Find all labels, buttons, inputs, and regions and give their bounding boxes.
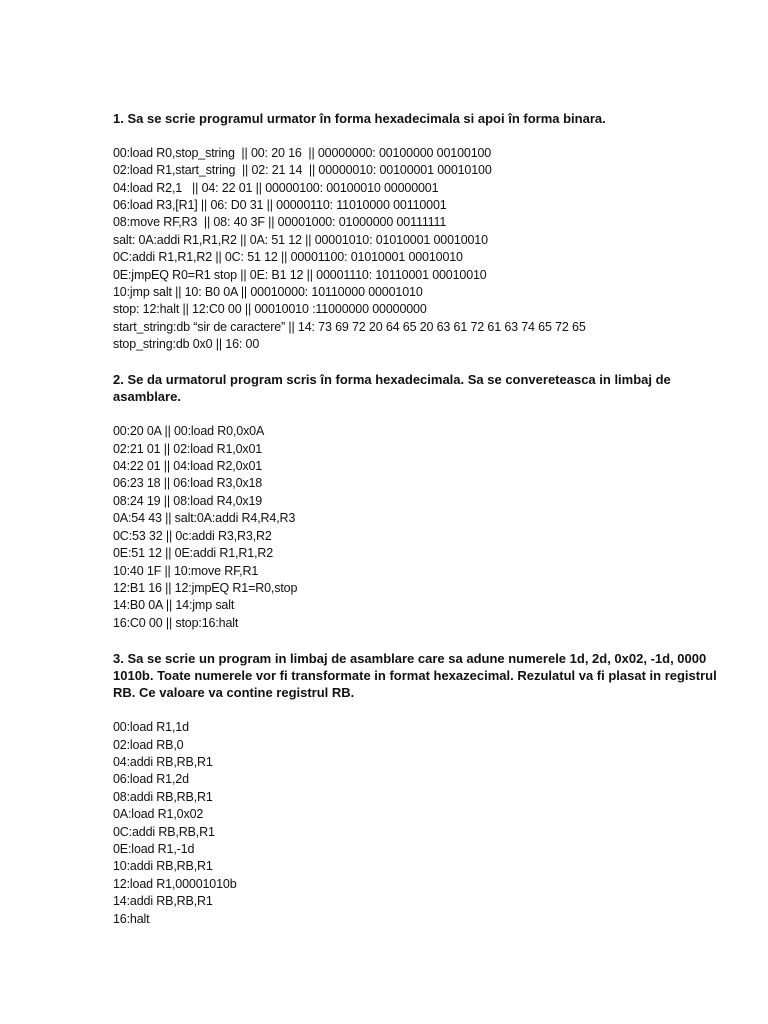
code-line: 0C:53 32 || 0c:addi R3,R3,R2	[113, 528, 272, 543]
section-2	[113, 371, 733, 632]
code-line: 0A:load R1,0x02	[113, 807, 204, 822]
code-line: stop_string:db 0x0 || 16: 00	[113, 337, 260, 352]
code-line: 16:halt	[113, 911, 150, 926]
code-line: 10:40 1F || 10:move RF,R1	[113, 563, 259, 578]
code-line: 12:load R1,00001010b	[113, 876, 237, 891]
code-line: 0C:addi R1,R1,R2 || 0C: 51 12 || 00001100: 01010001 00010010	[113, 250, 463, 265]
code-line: 0E:load R1,-1d	[113, 841, 195, 856]
code-line: salt: 0A:addi R1,R1,R2 || 0A: 51 12 || 00001010: 01010001 00010010	[113, 232, 488, 247]
section-spacer	[113, 632, 733, 649]
code-line: 06:load R1,2d	[113, 772, 189, 787]
section-2-heading: 2. Se da urmatorul program scris în forma hexadecimala. Sa se convereteasca in limbaj de asamblare.	[113, 372, 671, 405]
code-line: 08:move RF,R3 || 08: 40 3F || 00001000: 01000000 00111111	[113, 215, 447, 230]
code-line: 00:20 0A || 00:load R0,0x0A	[113, 424, 265, 439]
section-2-code	[113, 423, 733, 632]
code-line: 16:C0 00 || stop:16:halt	[113, 615, 239, 630]
code-line: stop: 12:halt || 12:C0 00 || 00010010 :11000000 00000000	[113, 302, 427, 317]
code-line: 0C:addi RB,RB,R1	[113, 824, 215, 839]
code-line: 08:addi RB,RB,R1	[113, 789, 213, 804]
code-line: start_string:db “sir de caractere” || 14: 73 69 72 20 64 65 20 63 61 72 61 63 74 65 72 65	[113, 319, 586, 334]
code-line: 00:load R0,stop_string || 00: 20 16 || 00000000: 00100000 00100100	[113, 145, 492, 160]
section-1-code	[113, 145, 733, 354]
section-spacer	[113, 354, 733, 371]
code-line: 04:22 01 || 04:load R2,0x01	[113, 459, 263, 474]
code-line: 0E:51 12 || 0E:addi R1,R1,R2	[113, 546, 274, 561]
document-page	[113, 110, 733, 928]
code-line: 14:addi RB,RB,R1	[113, 894, 213, 909]
code-line: 10:jmp salt || 10: B0 0A || 00010000: 10110000 00001010	[113, 285, 423, 300]
code-line: 00:load R1,1d	[113, 720, 189, 735]
code-line: 06:load R3,[R1] || 06: D0 31 || 00000110: 11010000 00110001	[113, 198, 447, 213]
code-line: 14:B0 0A || 14:jmp salt	[113, 598, 235, 613]
code-line: 04:addi RB,RB,R1	[113, 754, 213, 769]
section-1	[113, 110, 733, 354]
code-line: 12:B1 16 || 12:jmpEQ R1=R0,stop	[113, 580, 298, 595]
code-line: 10:addi RB,RB,R1	[113, 859, 213, 874]
code-line: 02:21 01 || 02:load R1,0x01	[113, 441, 263, 456]
code-line: 06:23 18 || 06:load R3,0x18	[113, 476, 263, 491]
section-1-heading: 1. Sa se scrie programul urmator în forma hexadecimala si apoi în forma binara.	[113, 111, 606, 126]
code-line: 04:load R2,1 || 04: 22 01 || 00000100: 00100010 00000001	[113, 180, 439, 195]
code-line: 02:load R1,start_string || 02: 21 14 || 00000010: 00100001 00010100	[113, 163, 492, 178]
code-line: 08:24 19 || 08:load R4,0x19	[113, 493, 263, 508]
code-line: 02:load RB,0	[113, 737, 184, 752]
section-3-heading: 3. Sa se scrie un program in limbaj de asamblare care sa adune numerele 1d, 2d, 0x02, -1d, 0000 1010b. Toate numerele vor fi transformate in format hexazecimal. Rezulatul va fi plasat in registrul RB. Ce valoare va contine registrul RB.	[113, 650, 717, 701]
code-line: 0E:jmpEQ R0=R1 stop || 0E: B1 12 || 00001110: 10110001 00010010	[113, 267, 487, 282]
section-3	[113, 650, 733, 928]
section-3-code	[113, 719, 733, 928]
code-line: 0A:54 43 || salt:0A:addi R4,R4,R3	[113, 511, 296, 526]
